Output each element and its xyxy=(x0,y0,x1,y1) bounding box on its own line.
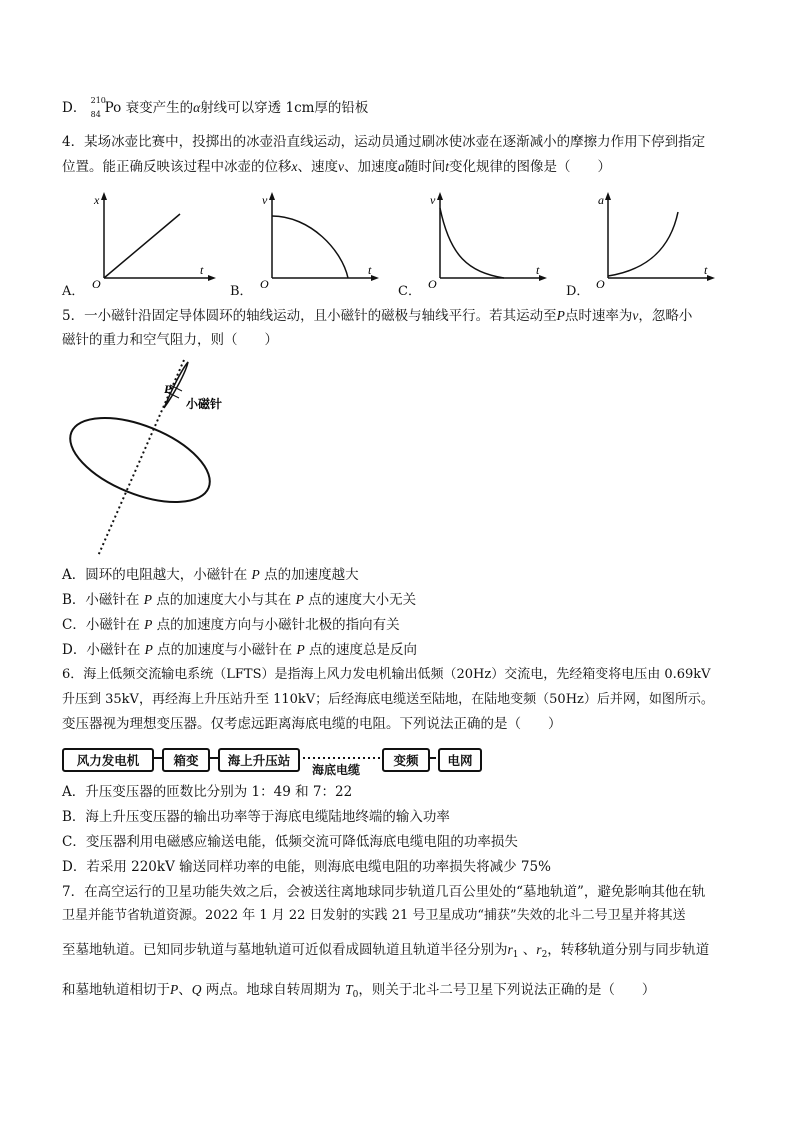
text: ，转移轨道分别与同步轨道 xyxy=(547,942,710,958)
cable-label: 海底电缆 xyxy=(312,763,361,777)
var-P: P xyxy=(144,642,153,657)
text: 点的速度大小无关 xyxy=(303,592,417,608)
magnet-label: 小磁针 xyxy=(186,397,223,411)
text: 和墓地轨道相切于 xyxy=(62,982,170,998)
q6-option-d: D．若采用 220kV 输送同样功率的电能，则海底电缆电阻的功率损失将减少 75% xyxy=(62,859,551,875)
isotope xyxy=(91,98,122,118)
curve xyxy=(608,212,678,276)
x-axis-label: t xyxy=(536,263,540,277)
curve xyxy=(272,216,348,278)
isotope-symbol: Po xyxy=(104,100,122,116)
y-axis-label: v xyxy=(262,193,268,207)
q5-stem-line2: 磁针的重力和空气阻力，则（ ） xyxy=(62,332,278,348)
var-v: v xyxy=(338,159,344,174)
var-x: x xyxy=(291,159,298,174)
y-axis-label: v xyxy=(430,193,436,207)
subscript: 1 xyxy=(512,950,519,960)
conducting-ring xyxy=(62,401,221,519)
q3-option-d xyxy=(62,98,368,118)
text: 、速度 xyxy=(297,159,338,175)
text: 两点。地球自转周期为 xyxy=(201,982,346,998)
q4-graph-a xyxy=(62,190,222,300)
var-P: P xyxy=(144,617,153,632)
var-r: r xyxy=(536,942,542,957)
q7-stem-line1: 7．在高空运行的卫星功能失效之后，会被送往离地球同步轨道几百公里处的“墓地轨道”，避免影响其他在轨 xyxy=(62,884,706,900)
origin-label: O xyxy=(596,277,605,291)
q6-stem-line2: 升压到 35kV，再经海上升压站升至 110kV；后经海底电缆送至陆地，在陆地变频（50Hz）后并网，如图所示。 xyxy=(62,692,714,707)
var-Q: Q xyxy=(191,982,202,997)
text: ，则关于北斗二号卫星下列说法正确的是（ ） xyxy=(358,982,656,998)
q4-stem-line2 xyxy=(62,157,611,177)
text: 射线可以穿透 1cm厚的铅板 xyxy=(200,100,369,116)
vt-graph xyxy=(398,190,558,300)
q7-stem-line2: 卫星并能节省轨道资源。2022 年 1 月 22 日发射的实践 21 号卫星成功“捕获”失效的北斗二号卫星并将其送 xyxy=(62,908,686,923)
subscript: 2 xyxy=(541,950,548,960)
q7-stem-line4 xyxy=(62,980,655,1005)
offshore-substation-box: 海上升压站 xyxy=(218,748,300,772)
wind-turbine-box: 风力发电机 xyxy=(62,748,154,772)
box-transformer-box: 箱变 xyxy=(162,748,210,772)
q6-option-a: A．升压变压器的匝数比分别为 1：49 和 7：22 xyxy=(62,784,353,800)
alpha-symbol: α xyxy=(193,100,201,115)
x-axis-label: t xyxy=(704,263,708,277)
vt-graph xyxy=(230,190,390,300)
y-axis-label: x xyxy=(94,193,100,207)
text: 变化规律的图像是（ ） xyxy=(449,159,612,175)
var-P: P xyxy=(143,592,152,607)
xt-graph xyxy=(62,190,222,300)
text: 点的加速度与小磁针在 xyxy=(152,642,297,658)
text: 点时速率为 xyxy=(564,308,633,324)
q7-stem-line3 xyxy=(62,940,709,965)
q4-stem-line1: 4．某场冰壶比赛中，投掷出的冰壶沿直线运动，运动员通过刷冰使冰壶在逐渐减小的摩擦力作用下停到指定 xyxy=(62,134,706,150)
var-v: v xyxy=(632,308,639,323)
var-P: P xyxy=(556,308,565,323)
origin-label: O xyxy=(428,277,437,291)
text: 衰变产生的 xyxy=(121,100,194,116)
q4-graph-b xyxy=(230,190,390,300)
q5-option-b xyxy=(62,590,416,610)
q5-figure xyxy=(62,358,262,563)
at-graph xyxy=(566,190,726,300)
point-P-label: P xyxy=(164,382,172,396)
var-t: t xyxy=(445,159,450,174)
option-letter: A． xyxy=(62,284,85,299)
option-letter: C． xyxy=(398,284,421,299)
origin-label: O xyxy=(260,277,269,291)
text: B．小磁针在 xyxy=(62,592,144,608)
q5-option-c xyxy=(62,615,400,635)
q4-graph-c xyxy=(398,190,558,300)
q6-stem-line3: 变压器视为理想变压器。仅考虑远距离海底电缆的电阻。下列说法正确的是（ ） xyxy=(62,716,562,732)
var-P: P xyxy=(295,592,304,607)
q6-stem-line1: 6．海上低频交流输电系统（LFTS）是指海上风力发电机输出低频（20Hz）交流电，先经箱变将电压由 0.69kV xyxy=(62,667,711,682)
text: A．圆环的电阻越大，小磁针在 xyxy=(62,567,252,583)
option-letter: D． xyxy=(566,284,590,299)
curve xyxy=(104,214,180,278)
text: 点的速度总是反向 xyxy=(304,642,418,658)
curve xyxy=(440,208,504,278)
text: 至墓地轨道。已知同步轨道与墓地轨道可近似看成圆轨道且轨道半径分别为 xyxy=(62,942,508,958)
q6-option-b: B．海上升压变压器的输出功率等于海底电缆陆地终端的输入功率 xyxy=(62,809,450,825)
q6-option-c: C．变压器利用电磁感应输送电能，低频交流可降低海底电缆电阻的功率损失 xyxy=(62,834,518,850)
q5-stem-line1 xyxy=(62,306,692,326)
isotope-mass: 210 xyxy=(90,96,106,105)
frequency-converter-box: 变频 xyxy=(382,748,430,772)
q5-option-d xyxy=(62,640,417,660)
var-a: a xyxy=(398,159,405,174)
text: D．小磁针在 xyxy=(62,642,145,658)
text: 5．一小磁针沿固定导体圆环的轴线运动，且小磁针的磁极与轴线平行。若其运动至 xyxy=(62,308,557,324)
subscript: 0 xyxy=(352,990,359,1000)
option-letter: D． xyxy=(62,100,87,116)
q5-option-a xyxy=(62,565,359,585)
text: 、 xyxy=(178,982,192,998)
power-grid-box: 电网 xyxy=(438,748,482,772)
text: 、 xyxy=(518,942,537,958)
option-letter: B． xyxy=(230,284,253,299)
var-r: r xyxy=(507,942,513,957)
x-axis-label: t xyxy=(368,263,372,277)
var-P: P xyxy=(251,567,260,582)
origin-label: O xyxy=(92,277,101,291)
text: 点的加速度方向与小磁针北极的指向有关 xyxy=(152,617,400,633)
isotope-atomic: 84 xyxy=(90,110,101,119)
var-T: T xyxy=(345,982,353,997)
text: C．小磁针在 xyxy=(62,617,145,633)
text: 随时间 xyxy=(404,159,446,175)
var-P: P xyxy=(296,642,305,657)
var-P: P xyxy=(170,982,179,997)
text: 点的加速度大小与其在 xyxy=(151,592,296,608)
y-axis-label: a xyxy=(598,193,604,207)
text: ，忽略小 xyxy=(638,308,693,324)
text: 位置。能正确反映该过程中冰壶的位移 xyxy=(62,159,292,175)
text: 、加速度 xyxy=(344,159,398,175)
x-axis-label: t xyxy=(200,263,204,277)
text: 点的加速度越大 xyxy=(259,567,359,583)
q4-graph-d xyxy=(566,190,726,300)
